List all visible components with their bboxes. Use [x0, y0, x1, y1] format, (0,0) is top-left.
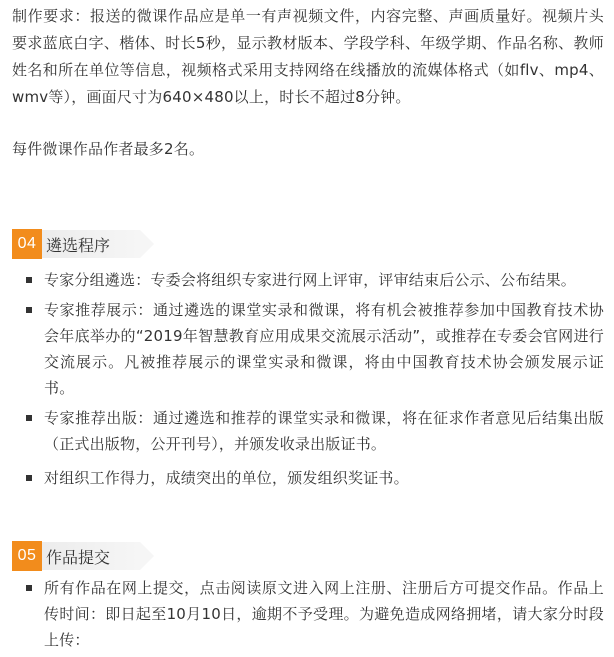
bullet-icon	[26, 415, 32, 421]
section-title: 遴选程序	[42, 230, 140, 258]
section-title: 作品提交	[42, 542, 140, 570]
list-item-text: 对组织工作得力，成绩突出的单位，颁发组织奖证书。	[44, 469, 409, 487]
bullet-icon	[26, 585, 32, 591]
requirements-paragraph: 制作要求：报送的微课作品应是单一有声视频文件，内容完整、声画质量好。视频片头要求蓝底白字、楷体、时长5秒，显示教材版本、学段学科、年级学期、作品名称、教师姓名和所在单位等信息，视频格式采用支持网络在线播放的流媒体格式（如flv、mp4、wmv等），画面尺寸为640×480以上，时长不超过8分钟。	[12, 7, 604, 106]
submission-list	[0, 575, 614, 657]
list-item-text: 专家分组遴选：专委会将组织专家进行网上评审，评审结束后公示、公布结果。	[44, 271, 577, 289]
section-heading-04	[12, 227, 140, 261]
section-number-badge: 05	[12, 541, 42, 571]
list-item	[0, 465, 614, 491]
list-item	[0, 297, 614, 401]
author-limit-paragraph: 每件微课作品作者最多2名。	[12, 140, 205, 158]
list-item-text: 专家推荐出版：通过遴选和推荐的课堂实录和微课，将在征求作者意见后结集出版（正式出版物，公开刊号），并颁发收录出版证书。	[44, 409, 604, 453]
list-item	[0, 575, 614, 653]
list-item	[0, 405, 614, 457]
list-item	[0, 267, 614, 293]
section-heading-05	[12, 539, 140, 573]
section-number-badge: 04	[12, 229, 42, 259]
selection-procedure-list	[0, 267, 614, 495]
list-item-text: 专家推荐展示：通过遴选的课堂实录和微课，将有机会被推荐参加中国教育技术协会年底举办的“2019年智慧教育应用成果交流展示活动”，或推荐在专委会官网进行交流展示。凡被推荐展示的课堂实录和微课，将由中国教育技术协会颁发展示证书。	[44, 301, 604, 397]
list-item-text: 所有作品在网上提交，点击阅读原文进入网上注册、注册后方可提交作品。作品上传时间：即日起至10月10日，逾期不予受理。为避免造成网络拥堵，请大家分时段上传：	[44, 579, 604, 649]
bullet-icon	[26, 277, 32, 283]
bullet-icon	[26, 307, 32, 313]
bullet-icon	[26, 475, 32, 481]
